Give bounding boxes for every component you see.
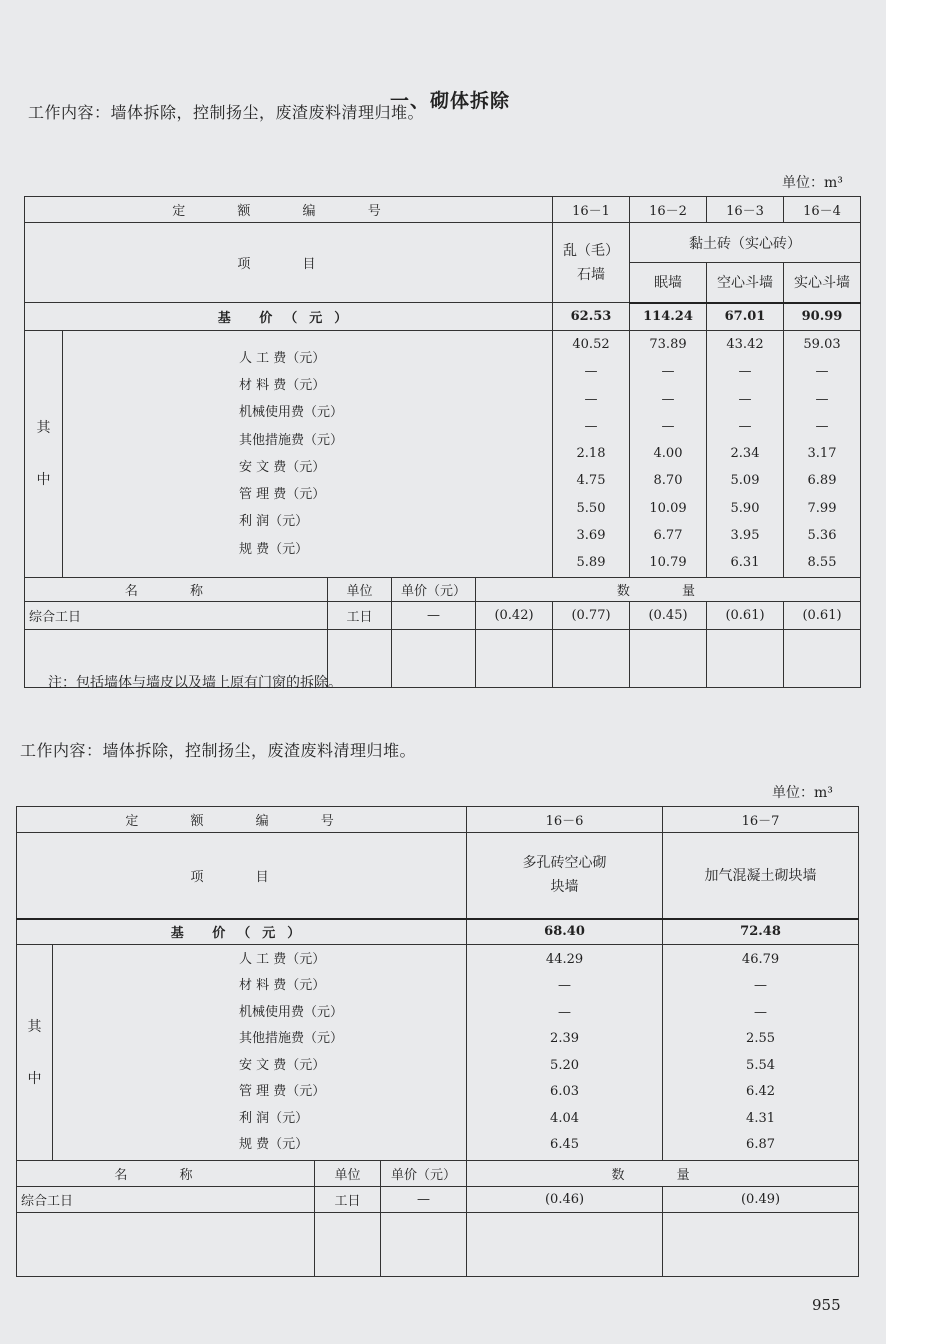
quantity-label: 数 量 xyxy=(467,1161,859,1187)
empty-cell xyxy=(553,629,630,687)
base-price-label: 基 价（元） xyxy=(25,303,553,331)
empty-cell xyxy=(467,1213,663,1277)
labor-qty: (0.61) xyxy=(707,601,784,629)
sub-item: 规 费（元） xyxy=(239,541,309,557)
base-price: 90.99 xyxy=(784,303,861,331)
unit-col-label: 单位 xyxy=(315,1161,381,1187)
col-name-hollow-wall: 空心斗墙 xyxy=(707,263,784,303)
work-content-1: 工作内容：墙体拆除，控制扬尘，废渣废料清理归堆。 xyxy=(28,103,425,122)
base-price: 72.48 xyxy=(663,919,859,945)
col-name-perforated-hollow-block: 多孔砖空心砌块墙 xyxy=(467,833,663,919)
sub-item-list xyxy=(63,331,553,578)
base-price: 68.40 xyxy=(467,919,663,945)
header-code-label: 定 额 编 号 xyxy=(17,807,467,833)
sub-values-col-3: 43.42 — — — 2.34 5.09 5.90 3.95 6.31 xyxy=(707,331,784,578)
sub-item: 其他措施费（元） xyxy=(239,1031,344,1046)
quantity-label: 数 量 xyxy=(476,577,861,601)
base-price-label: 基 价（元） xyxy=(17,919,467,945)
labor-qty: (0.49) xyxy=(663,1187,859,1213)
work-content-2: 工作内容：墙体拆除，控制扬尘，废渣废料清理归堆。 xyxy=(20,741,417,760)
header-code-label: 定 额 编 号 xyxy=(25,197,553,223)
sub-values-col-1: 44.29 — — 2.39 5.20 6.03 4.04 6.45 xyxy=(467,945,663,1161)
unit-label-1: 单位：m³ xyxy=(782,175,843,191)
labor-qty: (0.77) xyxy=(553,601,630,629)
unit-col-label: 单位 xyxy=(328,577,392,601)
empty-cell xyxy=(392,629,476,687)
name-label: 名 称 xyxy=(17,1161,315,1187)
sub-item: 规 费（元） xyxy=(239,1137,309,1152)
labor-qty: (0.45) xyxy=(630,601,707,629)
section-title: 一、砌体拆除 xyxy=(390,90,511,112)
code-16-1: 16－1 xyxy=(553,197,630,223)
quota-table-1 xyxy=(24,196,861,688)
sub-item: 人 工 费（元） xyxy=(239,350,326,366)
empty-cell xyxy=(707,629,784,687)
sub-item: 管 理 费（元） xyxy=(239,487,326,503)
base-price: 67.01 xyxy=(707,303,784,331)
sub-values-col-4: 59.03 — — — 3.17 6.89 7.99 5.36 8.55 xyxy=(784,331,861,578)
page-number: 955 xyxy=(812,1296,841,1314)
col-name-rubble-wall: 乱（毛）石墙 xyxy=(553,223,630,303)
sub-item: 安 文 费（元） xyxy=(239,459,326,475)
code-16-6: 16－6 xyxy=(467,807,663,833)
quota-table-2 xyxy=(16,806,859,1277)
empty-cell xyxy=(663,1213,859,1277)
name-label: 名 称 xyxy=(25,577,328,601)
sub-item: 材 料 费（元） xyxy=(239,978,326,993)
sub-item: 材 料 费（元） xyxy=(239,377,326,393)
labor-qty: (0.42) xyxy=(476,601,553,629)
table-note: 注：包括墙体与墙皮以及墙上原有门窗的拆除。 xyxy=(48,675,342,691)
sub-item: 利 润（元） xyxy=(239,1110,309,1126)
empty-cell xyxy=(630,629,707,687)
code-16-4: 16－4 xyxy=(784,197,861,223)
labor-unit: 工日 xyxy=(328,601,392,629)
col-name-solid-wall: 实心斗墙 xyxy=(784,263,861,303)
labor-name: 综合工日 xyxy=(17,1187,315,1213)
empty-cell xyxy=(476,629,553,687)
header-item-label: 项 目 xyxy=(25,223,553,303)
sub-item: 人 工 费（元） xyxy=(239,951,326,967)
sub-item: 其他措施费（元） xyxy=(239,432,344,448)
sub-values-col-2: 73.89 — — — 4.00 8.70 10.09 6.77 10.79 xyxy=(630,331,707,578)
header-item-label: 项 目 xyxy=(17,833,467,919)
labor-price: — xyxy=(392,601,476,629)
empty-cell xyxy=(17,1213,315,1277)
sub-item: 机械使用费（元） xyxy=(239,405,344,421)
code-16-7: 16－7 xyxy=(663,807,859,833)
empty-cell xyxy=(315,1213,381,1277)
qizhong-label: 其 中 xyxy=(25,331,63,578)
base-price: 114.24 xyxy=(630,303,707,331)
code-16-2: 16－2 xyxy=(630,197,707,223)
col-name-flat-wall: 眠墙 xyxy=(630,263,707,303)
labor-name: 综合工日 xyxy=(25,601,328,629)
col-name-aerated-concrete-block: 加气混凝土砌块墙 xyxy=(663,833,859,919)
empty-cell xyxy=(784,629,861,687)
sub-item-list xyxy=(53,945,467,1161)
labor-unit: 工日 xyxy=(315,1187,381,1213)
sub-item: 机械使用费（元） xyxy=(239,1004,344,1020)
group-clay-brick: 黏土砖（实心砖） xyxy=(630,223,861,263)
qizhong-label: 其 中 xyxy=(17,945,53,1161)
sub-values-col-2: 46.79 — — 2.55 5.54 6.42 4.31 6.87 xyxy=(663,945,859,1161)
sub-item: 安 文 费（元） xyxy=(239,1057,326,1073)
unit-label-2: 单位：m³ xyxy=(772,785,833,801)
sub-item: 管 理 费（元） xyxy=(239,1084,326,1099)
unit-price-label: 单价（元） xyxy=(392,577,476,601)
sub-values-col-1: 40.52 — — — 2.18 4.75 5.50 3.69 5.89 xyxy=(553,331,630,578)
code-16-3: 16－3 xyxy=(707,197,784,223)
labor-qty: (0.46) xyxy=(467,1187,663,1213)
labor-price: — xyxy=(381,1187,467,1213)
labor-qty: (0.61) xyxy=(784,601,861,629)
base-price: 62.53 xyxy=(553,303,630,331)
sub-item: 利 润（元） xyxy=(239,514,309,530)
unit-price-label: 单价（元） xyxy=(381,1161,467,1187)
empty-cell xyxy=(381,1213,467,1277)
